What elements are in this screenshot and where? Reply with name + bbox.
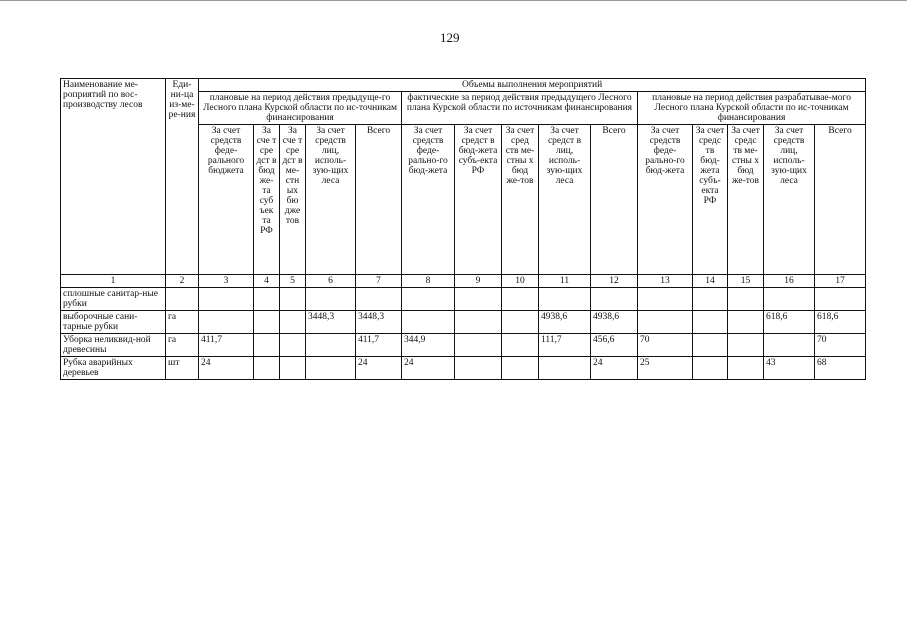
subheader: Всего	[591, 125, 638, 275]
row-value-cell	[306, 334, 356, 357]
row-value-cell: 3448,3	[306, 311, 356, 334]
table-body	[61, 288, 866, 380]
row-value-cell: 43	[764, 357, 815, 380]
column-number: 4	[254, 275, 280, 288]
row-value-cell	[764, 288, 815, 311]
row-name: сплошные санитар-ные рубки	[61, 288, 166, 311]
column-number: 12	[591, 275, 638, 288]
row-value-cell	[693, 311, 728, 334]
column-number: 10	[502, 275, 539, 288]
row-value-cell	[280, 288, 306, 311]
table-row	[61, 288, 866, 311]
column-number: 3	[199, 275, 254, 288]
column-number: 17	[815, 275, 866, 288]
row-value-cell	[402, 288, 455, 311]
row-value-cell: 24	[356, 357, 402, 380]
subheader: За счет средс тв ме-стны х бюд же-тов	[728, 125, 764, 275]
row-value-cell	[693, 288, 728, 311]
row-name: Уборка неликвид-ной древесины	[61, 334, 166, 357]
column-number: 7	[356, 275, 402, 288]
row-value-cell	[280, 311, 306, 334]
row-value-cell	[502, 288, 539, 311]
row-value-cell	[455, 288, 502, 311]
row-value-cell	[280, 357, 306, 380]
subheader: За сче т сре дст в ме-стн ых бю дже тов	[280, 125, 306, 275]
row-value-cell: 618,6	[815, 311, 866, 334]
row-value-cell	[254, 288, 280, 311]
header-group-planned-previous: плановые на период действия предыдуще-го Лесного плана Курской области по ис-точникам финансирования	[199, 92, 402, 125]
row-value-cell	[455, 357, 502, 380]
row-value-cell	[728, 334, 764, 357]
row-value-cell	[728, 311, 764, 334]
row-value-cell	[254, 311, 280, 334]
table-row	[61, 334, 866, 357]
subheader: За счет средст в лиц, исполь-зую-щих леса	[539, 125, 591, 275]
row-value-cell	[254, 357, 280, 380]
row-value-cell	[728, 288, 764, 311]
row-value-cell: 344,9	[402, 334, 455, 357]
column-number: 1	[61, 275, 166, 288]
row-value-cell: 111,7	[539, 334, 591, 357]
row-unit	[166, 288, 199, 311]
row-value-cell: 4938,6	[591, 311, 638, 334]
row-value-cell	[502, 311, 539, 334]
row-value-cell: 70	[638, 334, 693, 357]
page-number: 129	[440, 30, 460, 45]
forest-measures-table	[60, 78, 866, 380]
row-value-cell	[402, 311, 455, 334]
row-value-cell: 24	[199, 357, 254, 380]
subheader: За счет средс тв бюд-жета субъ-екта РФ	[693, 125, 728, 275]
row-value-cell	[306, 288, 356, 311]
row-value-cell: 411,7	[199, 334, 254, 357]
subheader: За счет средств феде-рально-го бюд-жета	[638, 125, 693, 275]
column-number: 16	[764, 275, 815, 288]
row-value-cell	[502, 357, 539, 380]
row-value-cell	[455, 334, 502, 357]
column-number: 6	[306, 275, 356, 288]
row-value-cell	[455, 311, 502, 334]
subheader: Всего	[815, 125, 866, 275]
header-volumes: Объемы выполнения мероприятий	[199, 79, 866, 92]
column-number: 15	[728, 275, 764, 288]
row-value-cell	[254, 334, 280, 357]
row-value-cell	[280, 334, 306, 357]
header-group-planned-new: плановые на период действия разрабатывае-мого Лесного плана Курской области по ис-точникам финансирования	[638, 92, 866, 125]
header-unit: Еди-ни-ца из-ме-ре-ния	[166, 79, 199, 275]
table-row	[61, 357, 866, 380]
row-value-cell	[728, 357, 764, 380]
row-value-cell: 24	[591, 357, 638, 380]
subheader: За счет средств лиц, исполь-зую-щих леса	[764, 125, 815, 275]
row-value-cell	[638, 311, 693, 334]
row-value-cell: 618,6	[764, 311, 815, 334]
row-value-cell: 68	[815, 357, 866, 380]
row-value-cell: 70	[815, 334, 866, 357]
row-value-cell	[693, 357, 728, 380]
row-value-cell	[356, 288, 402, 311]
row-value-cell	[199, 311, 254, 334]
subheader: Всего	[356, 125, 402, 275]
row-name: Рубка аварийных деревьев	[61, 357, 166, 380]
subheader: За счет сред ств ме-стны х бюд же-тов	[502, 125, 539, 275]
row-unit: га	[166, 311, 199, 334]
row-value-cell	[539, 357, 591, 380]
row-value-cell	[539, 288, 591, 311]
row-value-cell: 411,7	[356, 334, 402, 357]
subheader: За счет средст в бюд-жета субъ-екта РФ	[455, 125, 502, 275]
row-value-cell: 456,6	[591, 334, 638, 357]
column-number: 14	[693, 275, 728, 288]
subheader: За счет средств феде-рального бюджета	[199, 125, 254, 275]
subheader: За счет средств лиц, исполь-зую-щих леса	[306, 125, 356, 275]
column-number: 2	[166, 275, 199, 288]
column-number: 13	[638, 275, 693, 288]
row-unit: шт	[166, 357, 199, 380]
header-group-actual-previous: фактические за период действия предыдущего Лесного плана Курской области по источникам финансирования	[402, 92, 638, 125]
row-value-cell	[693, 334, 728, 357]
table-row	[61, 311, 866, 334]
column-number: 9	[455, 275, 502, 288]
row-value-cell: 24	[402, 357, 455, 380]
subheader: За сче т сре дст в бюд же-та суб ъек та РФ	[254, 125, 280, 275]
row-value-cell	[199, 288, 254, 311]
row-value-cell	[815, 288, 866, 311]
row-value-cell	[764, 334, 815, 357]
row-value-cell: 3448,3	[356, 311, 402, 334]
row-value-cell	[591, 288, 638, 311]
column-number: 5	[280, 275, 306, 288]
row-value-cell	[306, 357, 356, 380]
subheader: За счет средств феде-рально-го бюд-жета	[402, 125, 455, 275]
row-value-cell	[502, 334, 539, 357]
row-name: выборочные сани-тарные рубки	[61, 311, 166, 334]
row-value-cell: 25	[638, 357, 693, 380]
top-border-line	[0, 0, 907, 1]
row-value-cell: 4938,6	[539, 311, 591, 334]
row-value-cell	[638, 288, 693, 311]
row-unit: га	[166, 334, 199, 357]
header-name: Наименование ме-роприятий по вос-производству лесов	[61, 79, 166, 275]
column-number: 11	[539, 275, 591, 288]
column-number: 8	[402, 275, 455, 288]
